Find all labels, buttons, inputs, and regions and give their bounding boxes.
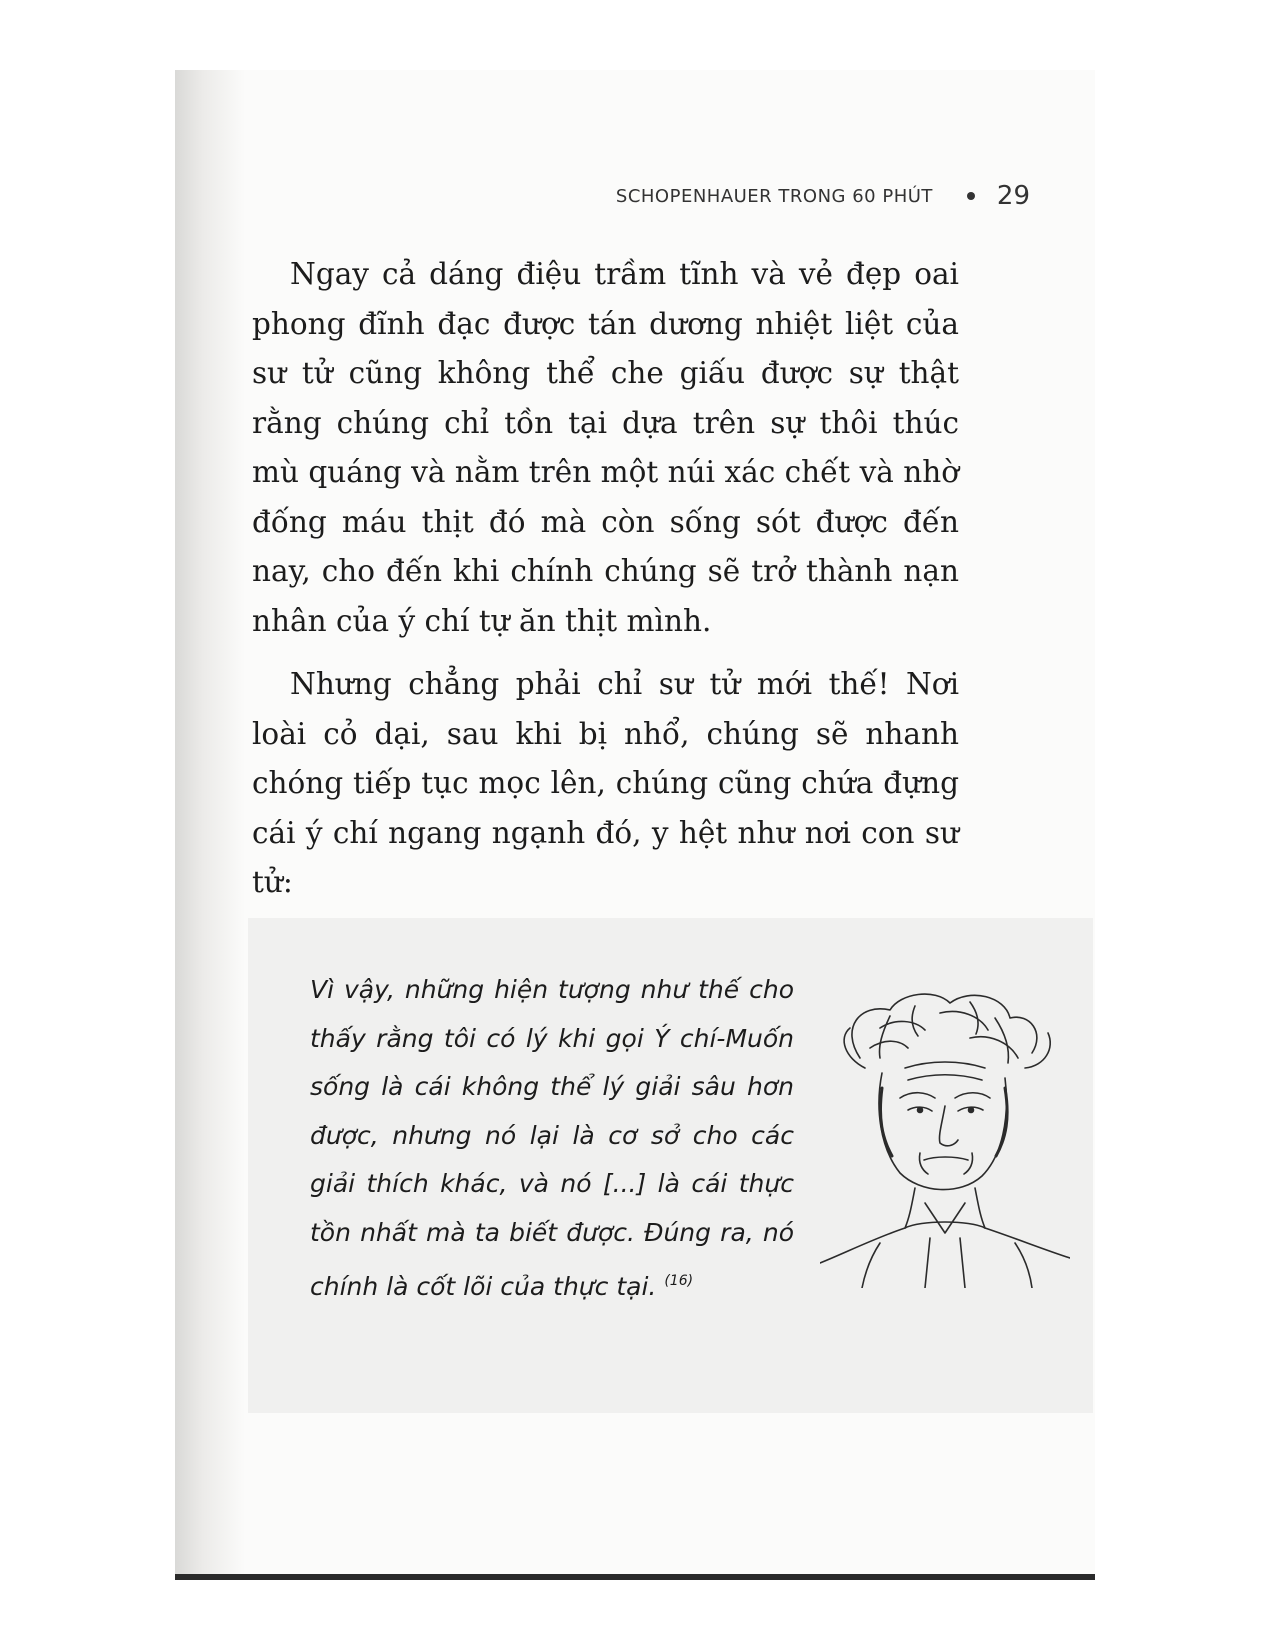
paragraph-2: Nhưng chẳng phải chỉ sư tử mới thế! Nơi loài cỏ dại, sau khi bị nhổ, chúng sẽ nhanh chóng tiếp tục mọc lên, chúng cũng chứa đựng cái ý chí ngang ngạnh đó, y hệt như nơi con sư tử: bbox=[252, 667, 959, 899]
schopenhauer-portrait-sketch bbox=[820, 988, 1070, 1288]
page-number: 29 bbox=[996, 181, 1030, 211]
quote-body: Vì vậy, những hiện tượng như thế cho thấy rằng tôi có lý khi gọi Ý chí-Muốn sống là cái không thể lý giải sâu hơn được, nhưng nó lại là cơ sở cho các giải thích khác, và nó [...] là cái thực tồn nhất mà ta biết được. Đúng ra, nó chính là cốt lõi của thực tại. bbox=[310, 975, 794, 1301]
bullet-separator bbox=[967, 192, 975, 200]
paragraph-1: Ngay cả dáng điệu trầm tĩnh và vẻ đẹp oai phong đĩnh đạc được tán dương nhiệt liệt của sư tử cũng không thể che giấu được sự thật rằng chúng chỉ tồn tại dựa trên sự thôi thúc mù quáng và nằm trên một núi xác chết và nhờ đống máu thịt đó mà còn sống sót được đến nay, cho đến khi chính chúng sẽ trở thành nạn nhân của ý chí tự ăn thịt mình. bbox=[252, 257, 959, 638]
book-title: SCHOPENHAUER TRONG 60 PHÚT bbox=[615, 185, 933, 207]
body-text bbox=[252, 250, 959, 922]
quote-text bbox=[310, 966, 794, 1312]
footnote-ref: (16) bbox=[664, 1273, 694, 1289]
page-bottom-edge bbox=[175, 1574, 1095, 1580]
page-gutter-shadow bbox=[175, 70, 245, 1580]
running-header bbox=[600, 178, 1030, 214]
